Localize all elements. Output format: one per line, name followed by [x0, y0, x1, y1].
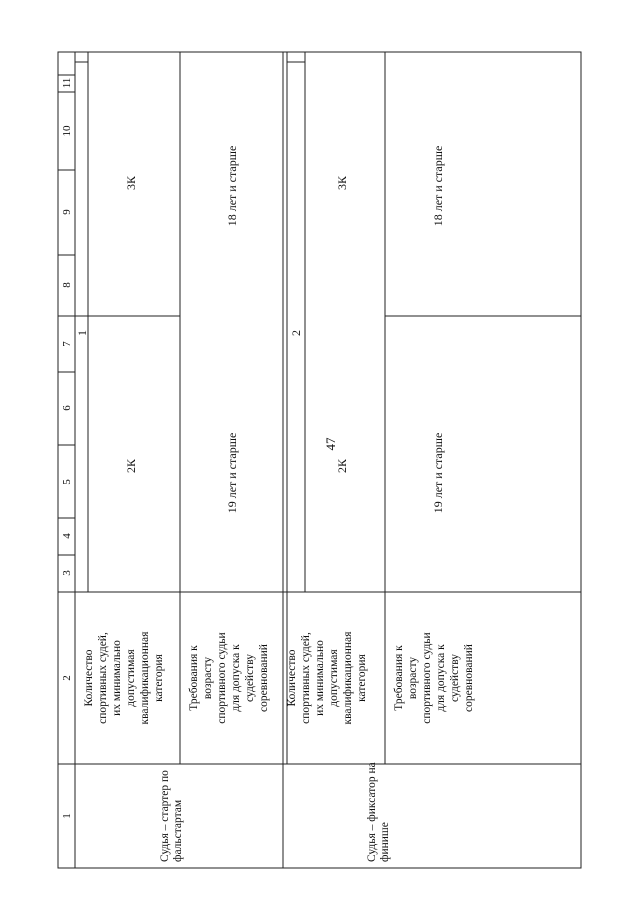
count-label: их минимально: [314, 640, 326, 716]
judge-count: 2: [289, 330, 303, 336]
age-value-b: 18 лет и старше: [431, 145, 445, 227]
age-label: возрасту: [407, 656, 419, 700]
age-label: судейству: [449, 653, 461, 703]
age-value-a: 19 лет и старше: [225, 432, 239, 514]
count-label: спортивных судей,: [300, 632, 312, 724]
age-label: соревнований: [463, 644, 475, 712]
age-label: возрасту: [202, 656, 214, 700]
count-label: категория: [356, 654, 368, 702]
age-label: судейству: [244, 653, 256, 703]
count-label: спортивных судей,: [97, 632, 109, 724]
count-label: квалификационная: [342, 631, 354, 725]
age-label: Требования к: [188, 645, 200, 711]
count-label: Количество: [83, 649, 95, 707]
category-b: 3К: [335, 175, 349, 191]
column-number-10: 10: [61, 125, 73, 137]
column-number-11: 11: [61, 77, 73, 89]
column-number-2: 2: [61, 675, 73, 681]
column-number-9: 9: [61, 209, 73, 215]
column-number-3: 3: [61, 570, 73, 576]
column-number-7: 7: [61, 341, 73, 347]
position-name: Судья – стартер по: [159, 770, 171, 862]
position-name: Судья – фиксатор на: [366, 762, 378, 862]
column-number-4: 4: [61, 533, 73, 539]
count-label: допустимая: [125, 649, 137, 707]
position-name: фальстартам: [172, 799, 184, 862]
count-label: квалификационная: [139, 631, 151, 725]
age-label: спортивного судьи: [216, 632, 228, 724]
column-number-1: 1: [61, 813, 73, 819]
age-label: спортивного судьи: [421, 632, 433, 724]
column-number-8: 8: [61, 282, 73, 288]
count-label: допустимая: [328, 649, 340, 707]
count-label: категория: [153, 654, 165, 702]
judge-count: 1: [75, 330, 89, 336]
category-a: 2К: [124, 458, 138, 474]
category-a: 2К: [335, 458, 349, 474]
count-label: Количество: [286, 649, 298, 707]
age-value-b: 18 лет и старше: [225, 145, 239, 227]
count-label: их минимально: [111, 640, 123, 716]
age-label: Требования к: [393, 645, 405, 711]
category-b: 3К: [124, 175, 138, 191]
position-name: финише: [379, 822, 391, 862]
age-label: соревнований: [258, 644, 270, 712]
column-number-6: 6: [61, 405, 73, 411]
age-label: для допуска к: [230, 644, 242, 712]
page-number: 47: [323, 437, 338, 451]
age-value-a: 19 лет и старше: [431, 432, 445, 514]
column-number-5: 5: [61, 479, 73, 485]
age-label: для допуска к: [435, 644, 447, 712]
